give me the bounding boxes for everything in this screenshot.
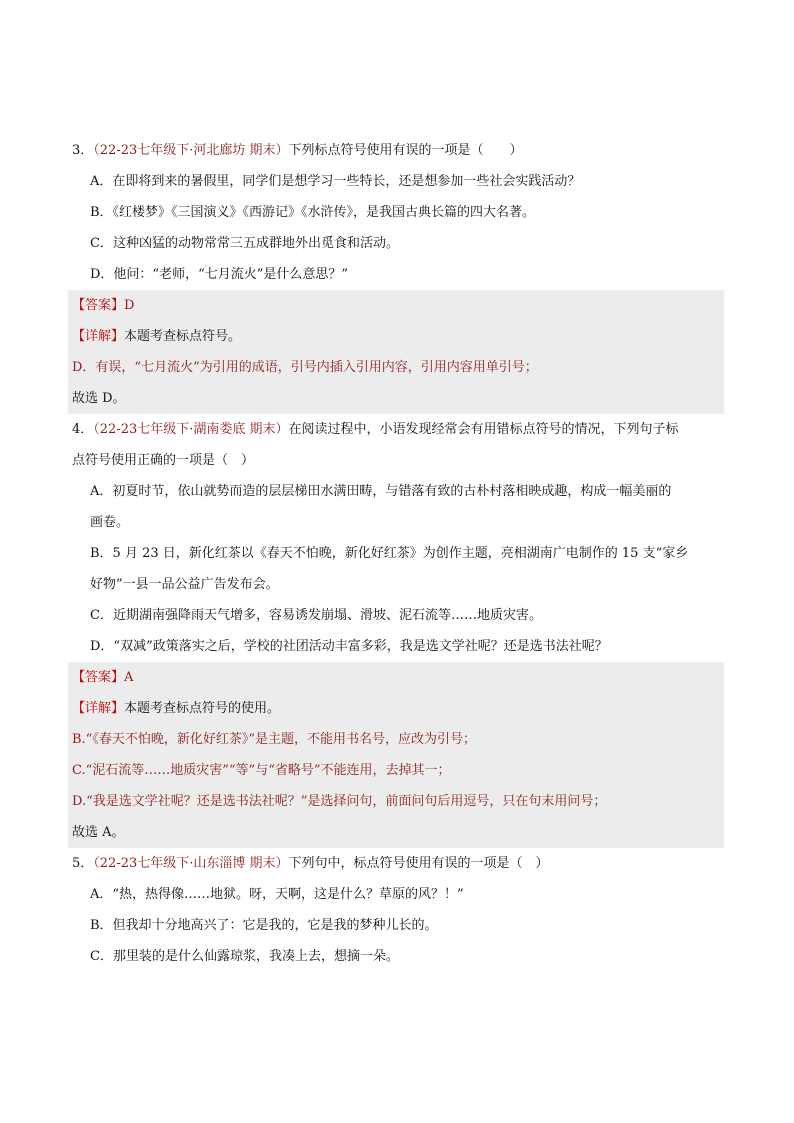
question-stem: 在阅读过程中，小语发现经常会有用错标点符号的情况，下列句子标 bbox=[288, 422, 679, 437]
option-c: C．这种凶猛的动物常常三五成群地外出觅食和活动。 bbox=[90, 236, 399, 251]
option-a: A．在即将到来的暑假里，同学们是想学习一些特长，还是想参加一些社会实践活动？ bbox=[90, 174, 581, 189]
question-5 bbox=[72, 854, 794, 874]
option-d: D．“双减”政策落实之后，学校的社团活动丰富多彩，我是选文学社呢？还是选书法社呢？ bbox=[90, 639, 608, 654]
explanation: D．有误，“七月流火”为引用的成语，引号内插入引用内容，引用内容用单引号； bbox=[72, 360, 538, 375]
answer-label: 【答案】 bbox=[72, 670, 125, 685]
option-c: C．近期湖南强降雨天气增多，容易诱发崩塌、滑坡、泥石流等……地质灾害。 bbox=[90, 608, 542, 623]
explanation-b: B.“《春天不怕晚，新化好红茶》”是主题，不能用书名号，应改为引号； bbox=[72, 732, 476, 747]
question-3 bbox=[72, 141, 794, 161]
question-number: 5． bbox=[72, 856, 94, 871]
answer-value: D bbox=[124, 298, 135, 313]
conclusion: 故选 A。 bbox=[72, 825, 125, 840]
answer-block bbox=[68, 662, 724, 848]
explanation-d: D.“我是选文学社呢？还是选书法社呢？”是选择问句，前面问句后用逗号，只在句末用问号； bbox=[72, 794, 607, 809]
option-b: B．5 月 23 日，新化红茶以《春天不怕晚，新化好红茶》为创作主题，亮相湖南广电制作的 15 支“家乡 bbox=[90, 546, 689, 561]
question-stem: 下列句中，标点符号使用有误的一项是（ ） bbox=[288, 856, 549, 871]
detail-text: 本题考查标点符号的使用。 bbox=[124, 701, 281, 716]
answer-line bbox=[72, 296, 134, 316]
option-d: D．他问：“老师，“七月流火”是什么意思？” bbox=[90, 267, 349, 282]
question-number: 3． bbox=[72, 143, 94, 158]
option-a-continued: 画卷。 bbox=[90, 515, 130, 530]
question-stem: 下列标点符号使用有误的一项是（ ） bbox=[288, 143, 523, 158]
answer-label: 【答案】 bbox=[72, 298, 125, 313]
detail-label: 【详解】 bbox=[72, 701, 125, 716]
question-source: （22-23七年级下·山东淄博 期末） bbox=[93, 856, 289, 871]
detail-line bbox=[72, 327, 241, 347]
option-a: A．“热，热得像……地狱。呀，天啊，这是什么？草原的风？！” bbox=[90, 887, 464, 902]
detail-label: 【详解】 bbox=[72, 329, 125, 344]
answer-value: A bbox=[124, 670, 134, 685]
option-b-continued: 好物”一县一品公益广告发布会。 bbox=[90, 577, 279, 592]
question-number: 4． bbox=[72, 422, 94, 437]
detail-text: 本题考查标点符号。 bbox=[124, 329, 242, 344]
option-b: B．但我却十分地高兴了：它是我的，它是我的梦种儿长的。 bbox=[90, 918, 438, 933]
question-source: （22-23七年级下·湖南娄底 期末） bbox=[93, 422, 289, 437]
answer-block bbox=[68, 290, 724, 414]
explanation-c: C.“泥石流等……地质灾害”“等”与“省略号”不能连用，去掉其一； bbox=[72, 763, 451, 778]
option-c: C．那里装的是什么仙露琼浆，我凑上去，想摘一朵。 bbox=[90, 949, 399, 964]
detail-line bbox=[72, 699, 280, 719]
question-source: （22-23七年级下·河北廊坊 期末） bbox=[93, 143, 289, 158]
option-a: A．初夏时节，依山就势而造的层层梯田水满田畴，与错落有致的古朴村落相映成趣，构成一幅美丽的 bbox=[90, 484, 672, 499]
option-b: B．《红楼梦》《三国演义》《西游记》《水浒传》，是我国古典长篇的四大名著。 bbox=[90, 205, 536, 220]
conclusion: 故选 D。 bbox=[72, 391, 126, 406]
question-stem-continued: 点符号使用正确的一项是（ ） bbox=[72, 453, 255, 468]
answer-line bbox=[72, 668, 133, 688]
question-4 bbox=[72, 420, 794, 440]
